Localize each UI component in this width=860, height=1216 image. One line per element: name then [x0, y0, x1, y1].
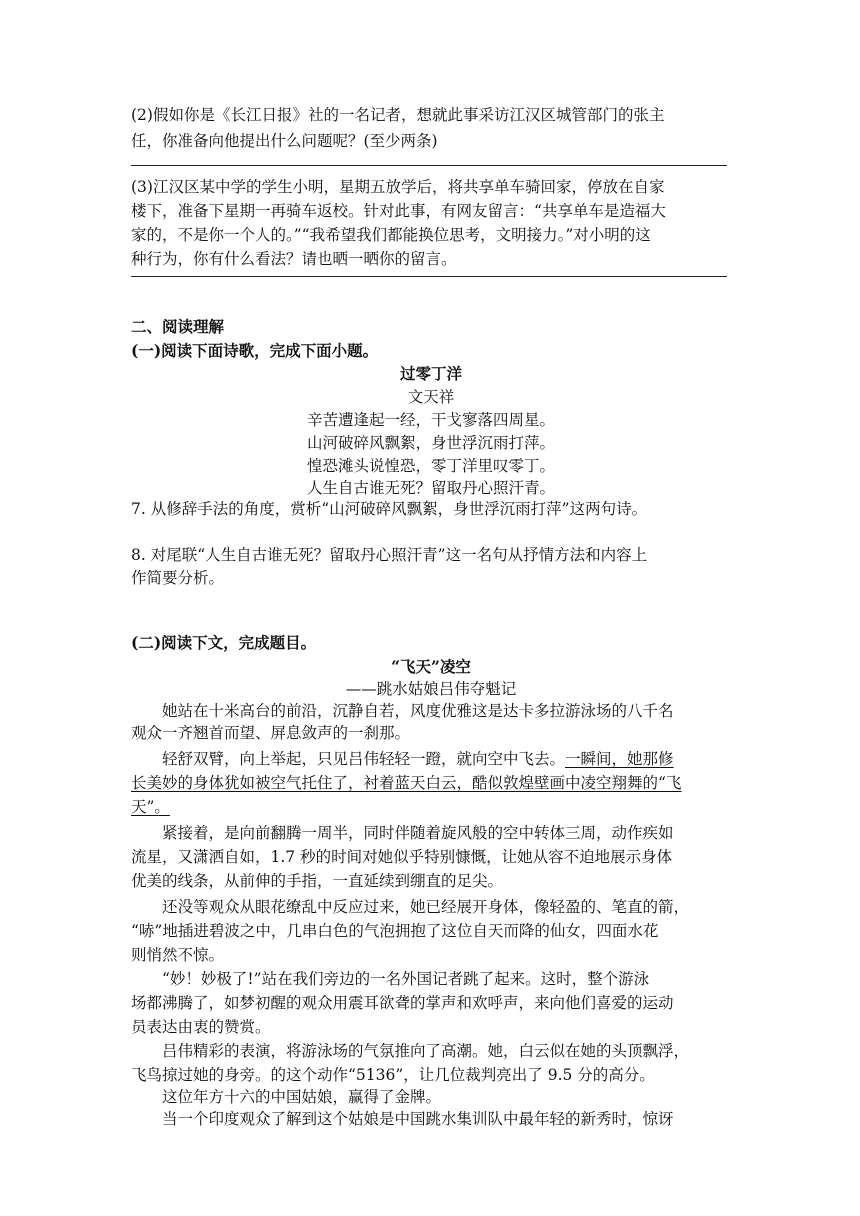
answer-line [131, 165, 727, 166]
poem-line: 人生自古谁无死？留取丹心照汗青。 [306, 479, 555, 497]
section-2-heading: 二、阅读理解 [131, 317, 225, 336]
underlined-line: 天”。 [131, 798, 170, 816]
part-2-heading: (二)阅读下文，完成题目。 [131, 633, 317, 652]
poem-author: 文天祥 [407, 388, 455, 406]
paragraph-line: 吕伟精彩的表演，将游泳场的气氛推向了高潮。她，白云似在她的头顶飘浮， [162, 1042, 690, 1060]
poem-line: 惶恐滩头说惶恐，零丁洋里叹零丁。 [306, 457, 555, 475]
question-2-line-1: (2)假如你是《长江日报》社的一名记者，想就此事采访江汉区城管部门的张主 [131, 106, 665, 124]
paragraph-line: 飞鸟掠过她的身旁。的这个动作“5136”，让几位裁判亮出了 9.5 分的高分。 [131, 1066, 655, 1084]
question-7: 7. 从修辞手法的角度，赏析“山河破碎风飘絮，身世浮沉雨打萍”这两句诗。 [131, 500, 648, 518]
article-title: “飞天”凌空 [391, 657, 471, 676]
part-1-heading: (一)阅读下面诗歌，完成下面小题。 [131, 341, 379, 360]
paragraph-line: 优美的线条，从前伸的手指，一直延续到绷直的足尖。 [131, 872, 504, 890]
question-3-line-2: 楼下，准备下星期一再骑车返校。针对此事，有网友留言：“共享单车是造福大 [131, 202, 666, 220]
poem-title: 过零丁洋 [399, 364, 462, 383]
paragraph-line: 这位年方十六的中国姑娘，赢得了金牌。 [162, 1088, 442, 1106]
paragraph-line: “妙！妙极了!”站在我们旁边的一名外国记者跳了起来。这时，整个游泳 [162, 970, 650, 988]
answer-line [131, 276, 727, 277]
question-8-line-2: 作简要分析。 [131, 569, 225, 587]
paragraph-line: 流星，又潇洒自如，1.7 秒的时间对她似乎特别慷慨，让她从容不迫地展示身体 [131, 848, 673, 866]
paragraph-line: “哧”地插进碧波之中，几串白色的气泡拥抱了这位自天而降的仙女，四面水花 [131, 922, 659, 940]
paragraph-line: 场都沸腾了，如梦初醒的观众用震耳欲聋的掌声和欢呼声，来向他们喜爱的运动 [131, 994, 674, 1012]
paragraph-line: 员表达由衷的赞赏。 [131, 1018, 271, 1036]
article-subtitle: ——跳水姑娘吕伟夺魁记 [345, 680, 517, 698]
question-8-line-1: 8. 对尾联“人生自古谁无死？留取丹心照汗青”这一名句从抒情方法和内容上 [131, 546, 648, 564]
paragraph-line: 她站在十米高台的前沿，沉静自若，风度优雅这是达卡多拉游泳场的八千名 [162, 702, 674, 720]
underlined-line: 长美妙的身体犹如被空气托住了，衬着蓝天白云，酷似敦煌壁画中凌空翔舞的“飞 [131, 774, 682, 792]
paragraph-line [131, 748, 762, 770]
question-3-line-1: (3)江汉区某中学的学生小明，星期五放学后，将共享单车骑回家，停放在自家 [131, 178, 665, 196]
poem-line: 山河破碎风飘絮，身世浮沉雨打萍。 [306, 434, 555, 452]
paragraph-text: 轻舒双臂，向上举起，只见吕伟轻轻一蹬，就向空中飞去。 [162, 750, 566, 768]
paragraph-line: 还没等观众从眼花缭乱中反应过来，她已经展开身体，像轻盈的、笔直的箭， [162, 898, 690, 916]
question-2-line-2: 任，你准备向他提出什么问题呢？(至少两条) [131, 132, 438, 150]
paragraph-line: 则悄然不惊。 [131, 946, 225, 964]
paragraph-line: 观众一齐翘首而望、屏息敛声的一刹那。 [131, 724, 411, 742]
question-3-line-3: 家的，不是你一个人的。”“我希望我们都能换位思考，文明接力。”对小明的这 [131, 226, 651, 244]
underlined-text: 一瞬间，她那修 [565, 750, 674, 768]
paragraph-line: 当一个印度观众了解到这个姑娘是中国跳水集训队中最年轻的新秀时，惊讶 [162, 1110, 674, 1128]
poem-line: 辛苦遭逢起一经，干戈寥落四周星。 [306, 411, 555, 429]
question-3-line-4: 种行为，你有什么看法？请也晒一晒你的留言。 [131, 250, 457, 268]
paragraph-line: 紧接着，是向前翻腾一周半，同时伴随着旋风般的空中转体三周，动作疾如 [162, 824, 674, 842]
